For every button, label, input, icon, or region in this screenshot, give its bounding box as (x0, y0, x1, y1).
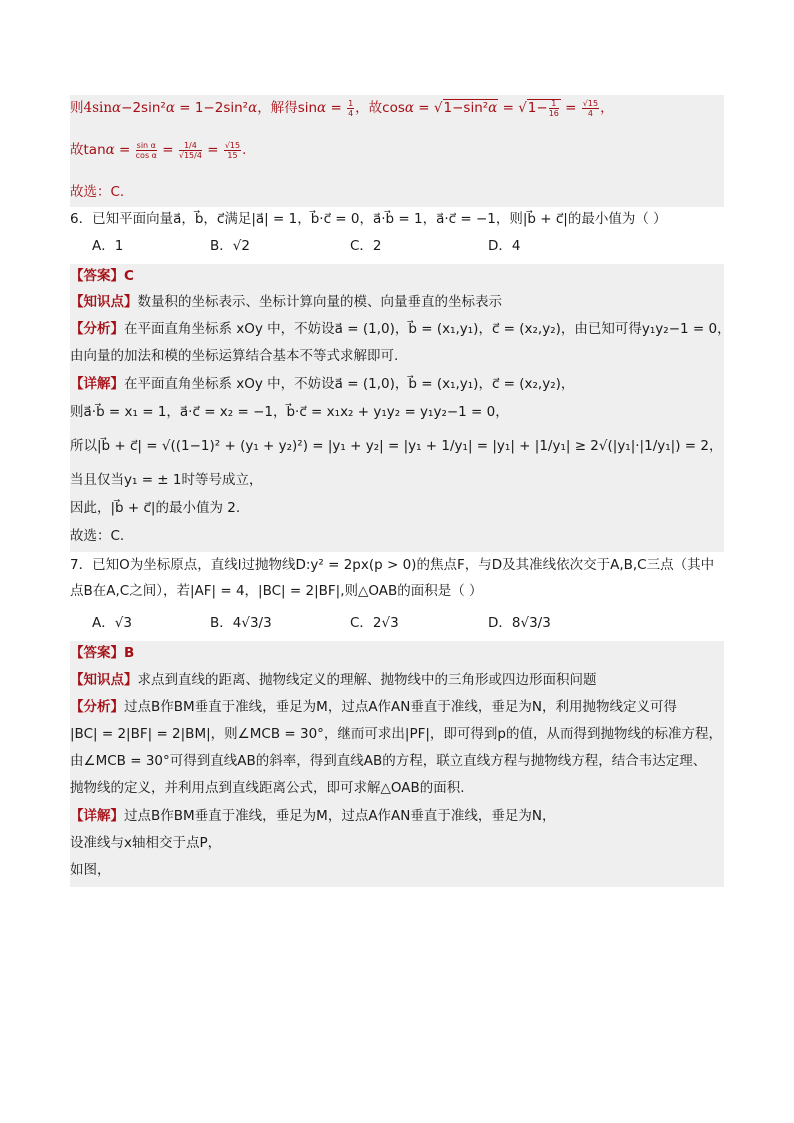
q6-option-c: C．2 (350, 238, 382, 254)
q6-knowledge: 【知识点】数量积的坐标表示、坐标计算向量的模、向量垂直的坐标表示 (70, 294, 502, 310)
q6-detail-3: 所以|b⃗ + c⃗| = √((1−1)² + (y₁ + y₂)²) = |y₁ + y₂| = |y₁ + 1/y₁| = |y₁| + |1/y₁| ≥ 2√(|y₁|·|1/y₁|) = 2， (70, 438, 723, 454)
q7-analysis-4: 抛物线的定义，并利用点到直线距离公式，即可求解△OAB的面积. (70, 780, 465, 796)
q7-analysis-2: |BC| = 2|BF| = 2|BM|，则∠MCB = 30°，继而可求出|PF|，即可得到p的值，从而得到抛物线的标准方程， (70, 726, 722, 742)
q6-option-b: B．√2 (210, 238, 250, 254)
q7-stem-2: 点B在A,C之间），若|AF| = 4，|BC| = 2|BF|,则△OAB的面积是（ ） (70, 583, 483, 599)
q7-answer: 【答案】B (70, 645, 135, 661)
solution-line-1: 则4sinα−2sin²α = 1−2sin²α，解得sinα = $\frac{1}{4}$ ，故cosα = √1−sin²α = √1− $\frac{1}{16}$ = $\frac{√15}{4}$ ， (70, 98, 614, 118)
q6-option-d: D．4 (488, 238, 521, 254)
q6-detail-5: 因此，|b⃗ + c⃗|的最小值为 2. (70, 500, 241, 516)
q6-detail-1: 【详解】在平面直角坐标系 xOy 中，不妨设a⃗ = (1,0)，b⃗ = (x₁,y₁)，c⃗ = (x₂,y₂)， (70, 376, 575, 392)
q7-analysis-1: 【分析】过点B作BM垂直于准线，垂足为M，过点A作AN垂直于准线，垂足为N，利用抛物线定义可得 (70, 699, 677, 715)
q7-detail-3: 如图， (70, 862, 111, 878)
q7-analysis-3: 由∠MCB = 30°可得到直线AB的斜率，得到直线AB的方程，联立直线方程与抛物线方程，结合韦达定理、 (70, 753, 707, 769)
q7-knowledge: 【知识点】求点到直线的距离、抛物线定义的理解、抛物线中的三角形或四边形面积问题 (70, 672, 597, 688)
q6-stem: 6．已知平面向量a⃗，b⃗，c⃗满足|a⃗| = 1，b⃗·c⃗ = 0，a⃗·b⃗ = 1，a⃗·c⃗ = −1，则|b⃗ + c⃗|的最小值为（ ） (70, 211, 667, 227)
q7-option-d: D．8√3/3 (488, 615, 551, 631)
q7-option-b: B．4√3/3 (210, 615, 272, 631)
q7-option-c: C．2√3 (350, 615, 399, 631)
q6-choose: 故选：C. (70, 528, 125, 544)
solution-choose-top: 故选：C. (70, 184, 125, 200)
q6-detail-4: 当且仅当y₁ = ± 1时等号成立， (70, 472, 263, 488)
q6-detail-2: 则a⃗·b⃗ = x₁ = 1，a⃗·c⃗ = x₂ = −1，b⃗·c⃗ = x₁x₂ + y₁y₂ = y₁y₂−1 = 0， (70, 404, 509, 420)
q7-option-a: A．√3 (92, 615, 132, 631)
q6-answer: 【答案】C (70, 268, 134, 284)
q7-detail-1: 【详解】过点B作BM垂直于准线，垂足为M，过点A作AN垂直于准线，垂足为N， (70, 808, 556, 824)
q7-detail-2: 设准线与x轴相交于点P， (70, 835, 222, 851)
q6-analysis-2: 由向量的加法和模的坐标运算结合基本不等式求解即可. (70, 348, 399, 364)
solution-line-2: 故tanα = $\frac{\text{sin α}}{\text{cos α}}$ = $\frac{1/4}{√15/4}$ = $\frac{√15}{15}$ . (70, 140, 247, 160)
q6-option-a: A．1 (92, 238, 124, 254)
q7-stem-1: 7．已知O为坐标原点，直线l过抛物线D:y² = 2px(p > 0)的焦点F，与D及其准线依次交于A,B,C三点（其中 (70, 557, 715, 573)
q6-analysis-1: 【分析】在平面直角坐标系 xOy 中，不妨设a⃗ = (1,0)，b⃗ = (x₁,y₁)，c⃗ = (x₂,y₂)，由已知可得y₁y₂−1 = 0， (70, 321, 731, 337)
